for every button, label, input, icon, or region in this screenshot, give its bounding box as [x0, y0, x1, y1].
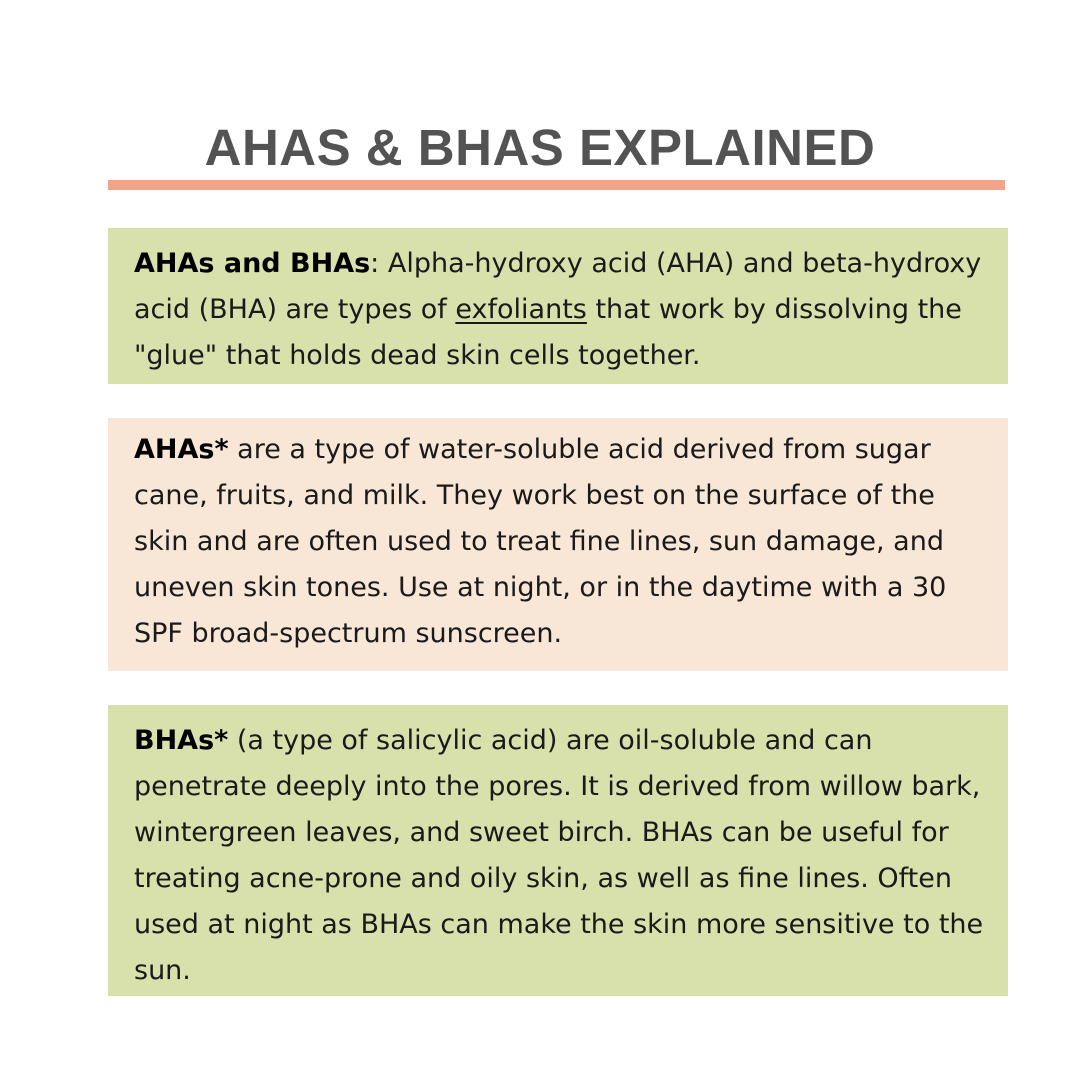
aha-description: are a type of water-soluble acid derived from sugar cane, fruits, and milk. They work best on the surface of the skin and are often used to treat fine lines, sun damage, and uneven skin tones. Use at night, or in the daytime with a 30 SPF broad-spectrum sunscreen.	[134, 434, 947, 649]
aha-bha-separator: :	[370, 248, 380, 279]
bha-term: BHAs*	[134, 725, 229, 756]
title-divider	[108, 180, 1005, 190]
aha-bha-description-start: Alpha-hydroxy acid (AHA) and beta-hydroxy acid (BHA) are types of	[134, 248, 982, 325]
aha-bha-term: AHAs and BHAs	[134, 248, 371, 279]
aha-card	[108, 418, 1008, 671]
exfoliants-link[interactable]: exfoliants	[455, 294, 587, 325]
aha-bha-description-end: that work by dissolving the "glue" that holds dead skin cells together.	[134, 294, 962, 371]
bha-card	[108, 705, 1008, 996]
aha-bha-overview-card	[108, 228, 1008, 384]
aha-term: AHAs*	[134, 434, 229, 465]
bha-description: (a type of salicylic acid) are oil-soluble and can penetrate deeply into the pores. It is derived from willow bark, wintergreen leaves, and sweet birch. BHAs can be useful for treating acne-prone and oily skin, as well as fine lines. Often used at night as BHAs can make the skin more sensitive to the sun.	[134, 725, 984, 986]
page-title: AHAS & BHAS EXPLAINED	[204, 119, 876, 177]
